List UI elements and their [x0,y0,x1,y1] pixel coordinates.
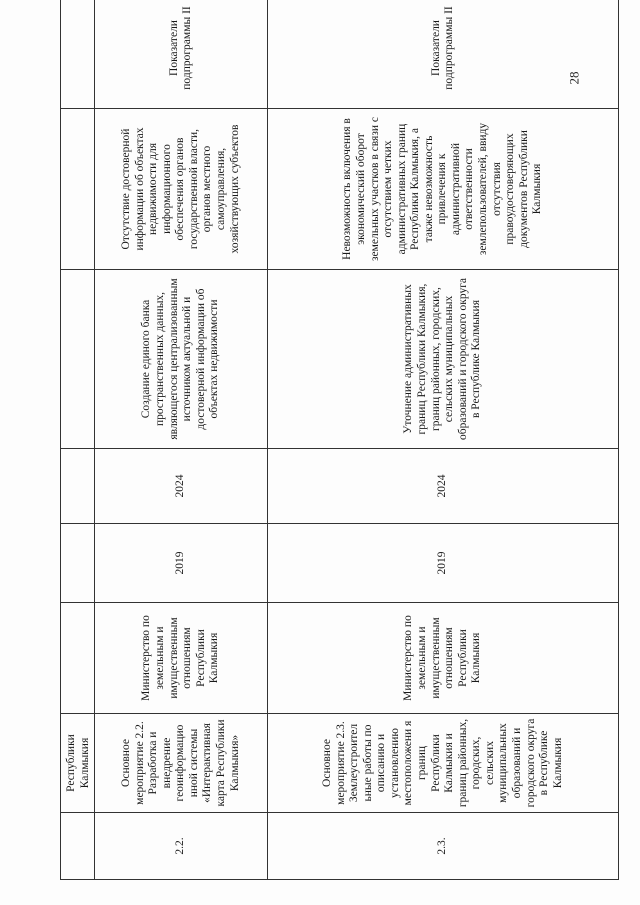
cell-consequences: Невозможность включения в экономический оборот земельных участков в связи с отсутствием четких административных границ Республики Калмыкия, а также невозможность привлечения к административной ответственности землепользователей, ввиду отсутствия правоудостоверяющих документов Республики Калмыкия [268,109,619,270]
cell-end-year: 2024 [268,449,619,524]
cell-consequences: Отсутствие достоверной информации об объектах недвижимости для информационного обеспечения органов государственной власти, органов местного самоуправления, хозяйствующих субъектов [95,109,268,270]
table-row-continued [61,0,95,880]
cell-num: 2.2. [95,813,268,880]
cell-link-continued [61,0,95,109]
cell-measure-name: Основное мероприятие 2.3. Землеустроител ьные работы по описанию и установлению местоположени я границ Республики Калмыкия и границ районных, городских, сельских муниципальных образований и городского округа в Республике Калмыкия [268,714,619,813]
cell-start-year: 2019 [95,524,268,603]
cell-end-year: 2024 [95,449,268,524]
cell-num-continued [61,813,95,880]
rotated-table-container [60,6,600,880]
cell-executor: Министерство по земельным и имущественным отношениям Республики Калмыкия [95,603,268,714]
page-number: 28 [566,71,582,85]
cell-num: 2.3. [268,813,619,880]
cell-executor: Министерство по земельным и имущественным отношениям Республики Калмыкия [268,603,619,714]
cell-expected-result: Создание единого банка пространственных данных, являющегося централизованным источником актуальной и достоверной информации об объектах недвижимости [95,270,268,449]
cell-indicators-link: Показатели подпрограммы II [268,0,619,109]
table-row [268,0,619,880]
cell-expected-result: Уточнение административных границ Республики Калмыкия, границ районных, городских, сельских муниципальных образований и городского округа в Республике Калмыкия [268,270,619,449]
cell-indicators-link: Показатели подпрограммы II [95,0,268,109]
program-measures-table [60,0,619,880]
cell-start-year: 2019 [268,524,619,603]
cell-risk-continued [61,109,95,270]
cell-measure-name: Основное мероприятие 2.2. Разработка и внедрение геоинформацио нной системы «Интерактивная карта Республики Калмыкия» [95,714,268,813]
table-row [95,0,268,880]
cell-end-continued [61,449,95,524]
cell-executor-continued [61,603,95,714]
cell-name-continued: Республики Калмыкия [61,714,95,813]
cell-result-continued [61,270,95,449]
cell-start-continued [61,524,95,603]
